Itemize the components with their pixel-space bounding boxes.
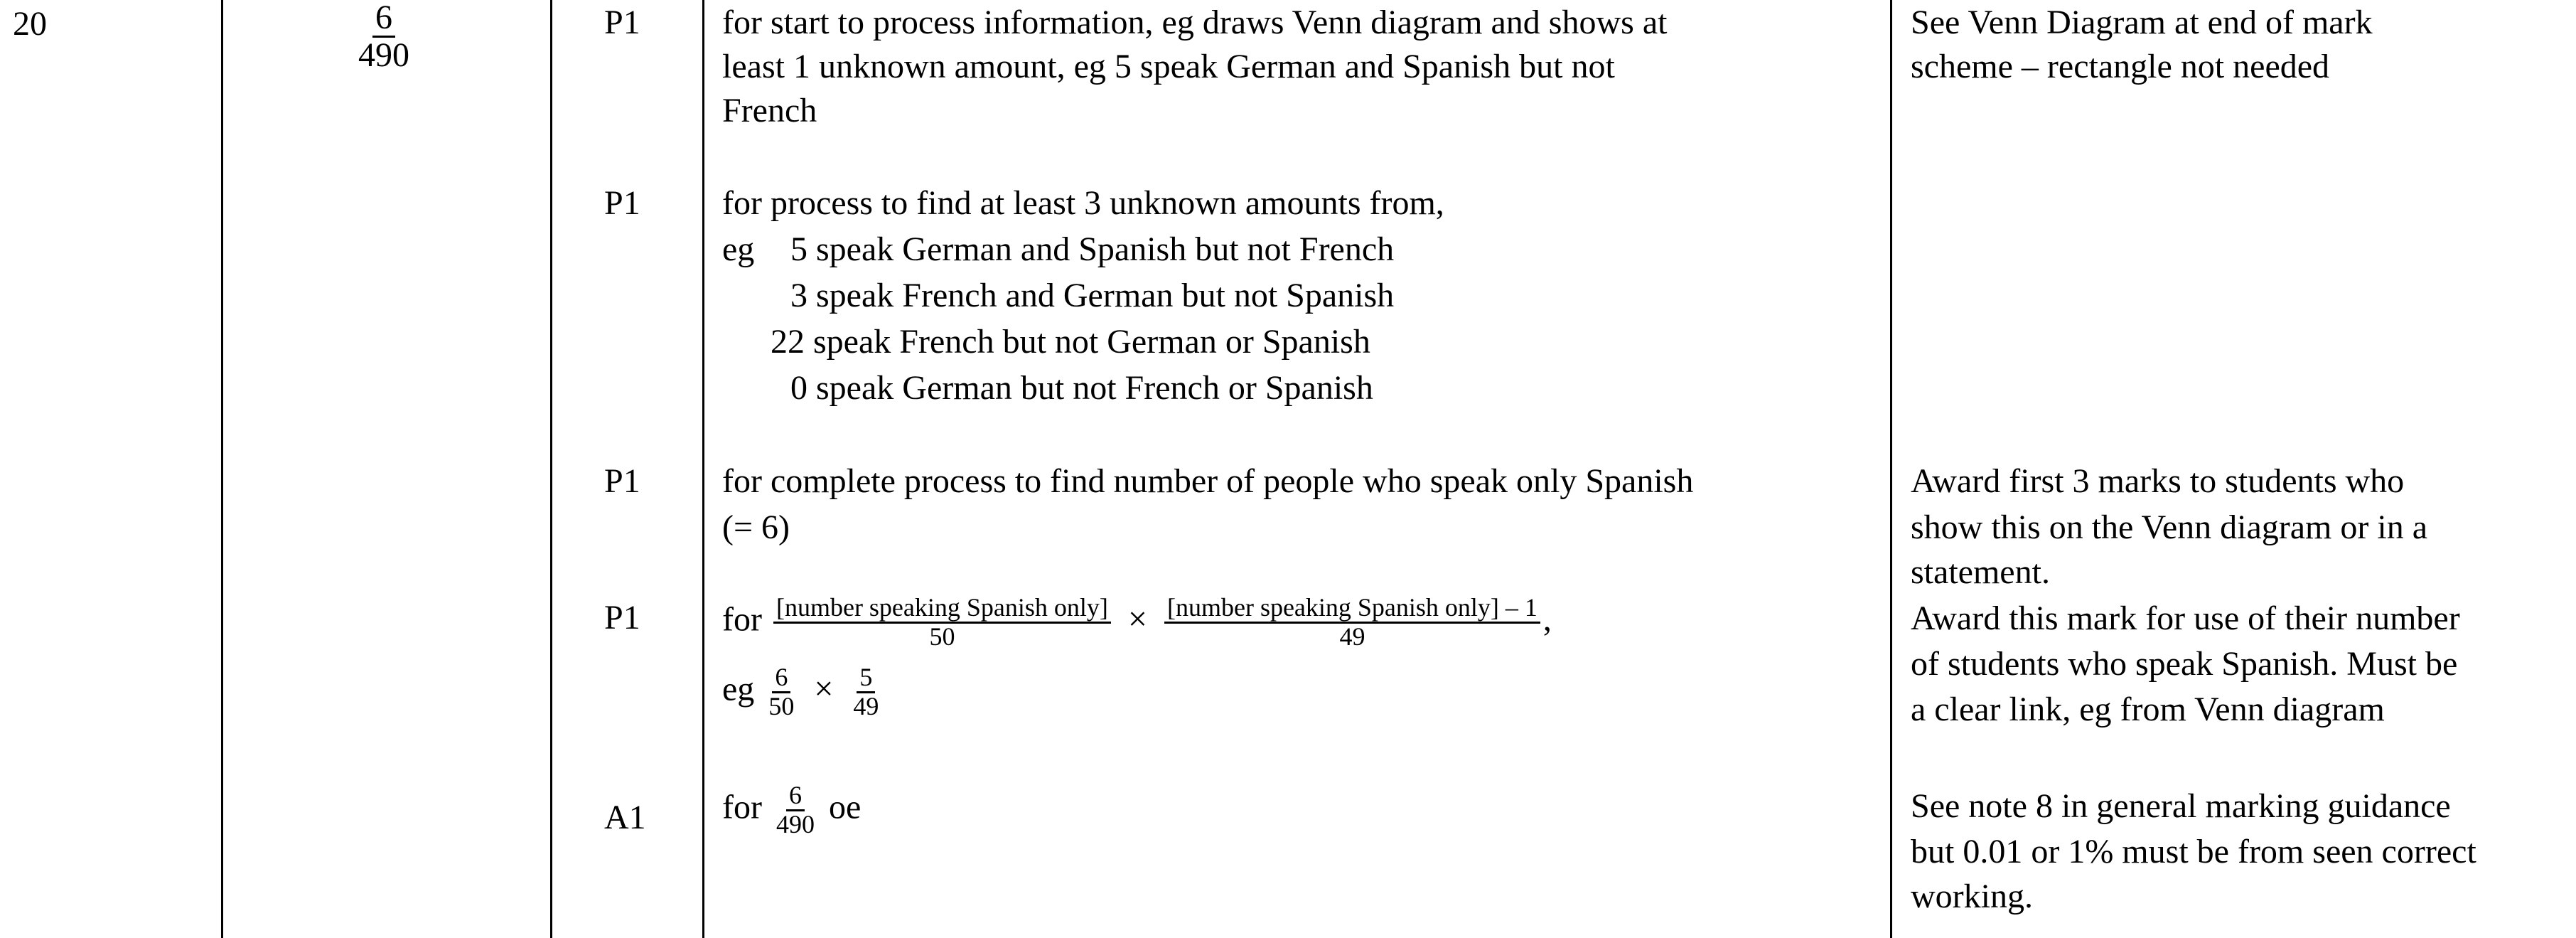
row-4-eg-frac-2-den: 49: [853, 691, 879, 720]
row-4-eg-frac-2-num: 5: [857, 664, 875, 693]
row-4-eg-frac-1: [766, 664, 797, 720]
row-4-times: ×: [1127, 600, 1147, 639]
row-1-note-1: See Venn Diagram at end of mark: [1911, 4, 2373, 41]
row-2-mark: P1: [604, 184, 640, 222]
row-4-frac-1-den: 50: [929, 622, 955, 651]
row-4-eg: [722, 664, 884, 720]
row-2-eg-item-1: 5 speak German and Spanish but not French: [790, 230, 1395, 268]
row-3-note-3: statement.: [1911, 553, 2050, 591]
row-5-note-1: See note 8 in general marking guidance: [1911, 787, 2451, 825]
row-5-frac-den: 490: [776, 809, 815, 838]
column-divider-3: [702, 0, 704, 938]
row-4-frac-2-den: 49: [1339, 622, 1365, 651]
row-4-note-2: of students who speak Spanish. Must be: [1911, 645, 2458, 683]
answer-fraction: [353, 0, 415, 74]
row-2-eg-label: eg: [722, 230, 755, 268]
answer-denominator: 490: [358, 36, 409, 75]
answer-numerator: 6: [372, 0, 395, 38]
row-4-note-3: a clear link, eg from Venn diagram: [1911, 691, 2385, 728]
row-5-note-2: but 0.01 or 1% must be from seen correct: [1911, 833, 2476, 870]
row-2-line-1: for process to find at least 3 unknown amounts from,: [722, 184, 1444, 222]
row-1-line-2: least 1 unknown amount, eg 5 speak German and Spanish but not: [722, 48, 1615, 85]
row-1-line-1: for start to process information, eg draws Venn diagram and shows at: [722, 4, 1668, 41]
row-5-frac-num: 6: [786, 782, 805, 811]
row-4-eg-label: eg: [722, 670, 755, 708]
row-5-formula: [722, 782, 861, 838]
row-5-for-label: for: [722, 788, 762, 826]
row-5-frac: [773, 782, 817, 838]
row-1-line-3: French: [722, 92, 817, 129]
row-3-line-2: (= 6): [722, 508, 790, 546]
row-4-eg-frac-1-num: 6: [772, 664, 790, 693]
column-divider-2: [550, 0, 552, 938]
row-5-note-3: working.: [1911, 878, 2033, 915]
row-4-formula: [722, 595, 1552, 651]
row-4-eg-frac-1-den: 50: [768, 691, 795, 720]
row-5-suffix: oe: [828, 788, 862, 826]
row-4-frac-1-num: [number speaking Spanish only]: [773, 595, 1111, 624]
column-divider-1: [221, 0, 223, 938]
row-4-frac-2-num: [number speaking Spanish only] – 1: [1164, 595, 1540, 624]
row-4-for-label: for: [722, 600, 762, 639]
row-4-frac-2: [1164, 595, 1540, 651]
row-4-comma: ,: [1542, 600, 1552, 639]
row-4-note-1: Award this mark for use of their number: [1911, 599, 2460, 637]
row-2-eg-item-3: 22 speak French but not German or Spanish: [771, 323, 1370, 361]
row-3-note-2: show this on the Venn diagram or in a: [1911, 508, 2428, 546]
row-4-eg-frac-2: [850, 664, 881, 720]
column-divider-4: [1890, 0, 1892, 938]
row-5-mark: A1: [604, 799, 646, 836]
answer-frac: [355, 0, 412, 74]
row-4-mark: P1: [604, 599, 640, 636]
row-4-frac-1: [773, 595, 1111, 651]
row-3-line-1: for complete process to find number of people who speak only Spanish: [722, 462, 1694, 500]
row-4-eg-times: ×: [814, 670, 834, 708]
row-1-note-2: scheme – rectangle not needed: [1911, 48, 2330, 85]
row-2-eg-item-2: 3 speak French and German but not Spanish: [790, 277, 1395, 314]
row-3-mark: P1: [604, 462, 640, 500]
question-number: 20: [13, 5, 47, 43]
row-1-mark: P1: [604, 4, 640, 41]
row-3-note-1: Award first 3 marks to students who: [1911, 462, 2405, 500]
row-2-eg-item-4: 0 speak German but not French or Spanish: [790, 369, 1373, 407]
